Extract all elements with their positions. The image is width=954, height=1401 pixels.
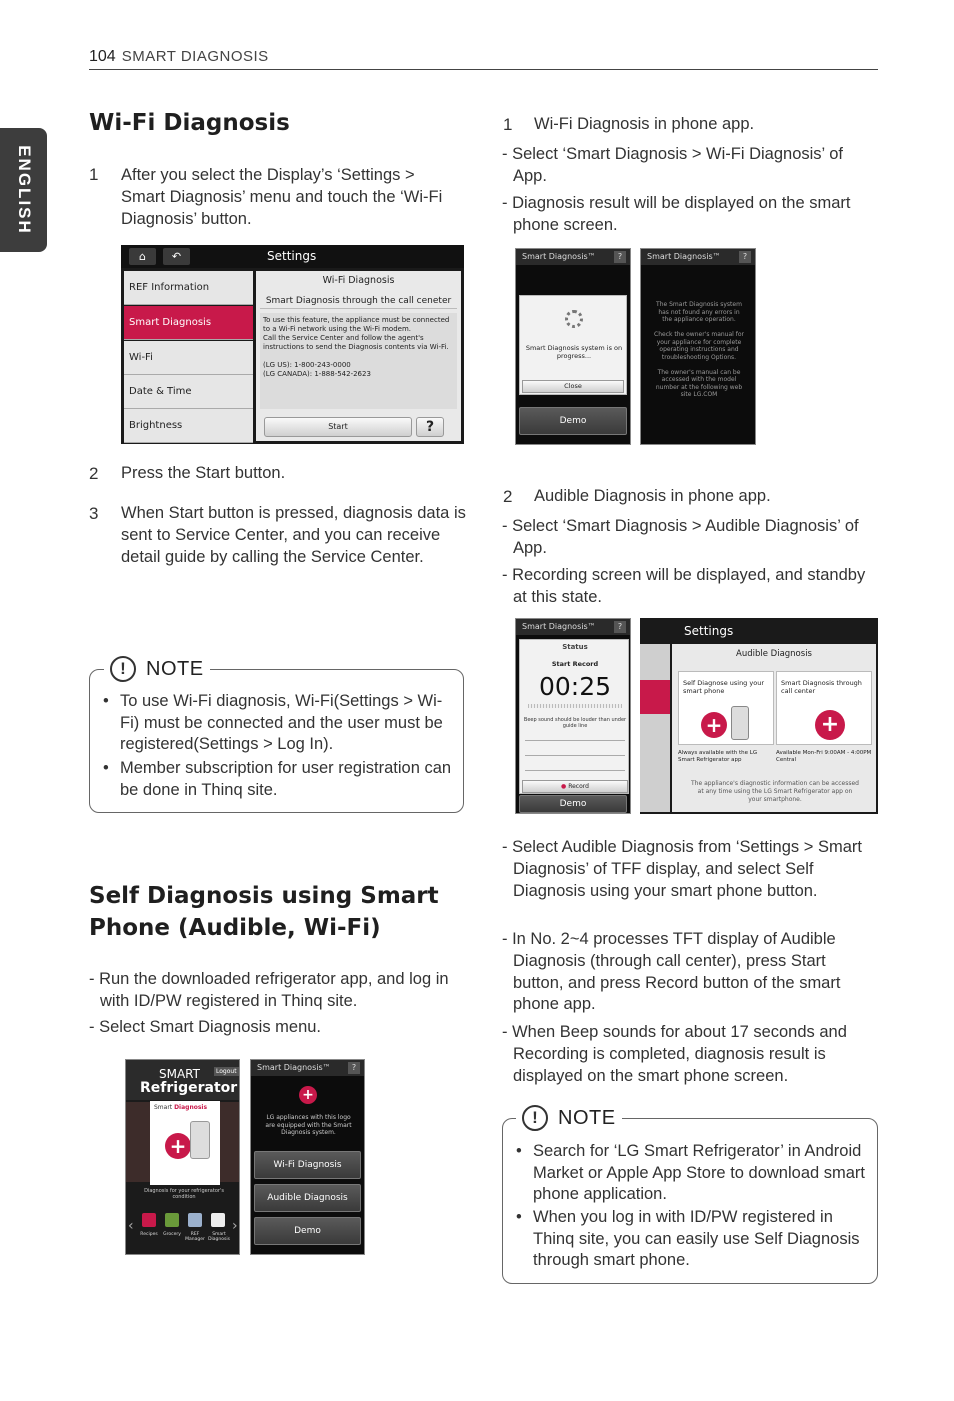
panel-footer: The appliance's diagnostic information can be accessed at any time using the LG Smart Refrigerator app on your smartphone. [691,780,859,803]
audible-panel [672,644,876,812]
step-text: When Start button is pressed, diagnosis data is sent to Service Center, and you can receive detail guide by calling the Service Center. [121,504,466,566]
smartphone-icon [190,1121,210,1159]
app-smart-label: SMART [159,1067,200,1081]
panel-title: Wi-Fi Diagnosis [322,275,395,286]
smart-diagnosis-icon[interactable] [211,1213,225,1227]
note-bullet: • To use Wi-Fi diagnosis, Wi-Fi(Settings > Wi-Fi) must be connected and the user must be registered(Settings > Log In). [102,691,452,756]
instruction-line: - Diagnosis result will be displayed on the smart phone screen. [502,194,851,234]
phone-topbar [516,619,630,635]
progress-dialog [519,295,627,395]
help-button[interactable]: ? [416,417,444,437]
phone-bar-title: Smart Diagnosis™ [522,252,596,261]
icon-label: REF Manager [185,1232,205,1242]
instruction-line: - Select Audible Diagnosis from ‘Settings > Smart Diagnosis’ of TFF display, and select Self Diagnosis using your smart phone button. [502,838,862,900]
menu-item-date-time[interactable]: Date & Time [124,375,253,409]
step-number: 1 [89,165,99,184]
phone-topbar [641,249,755,265]
call-center-option[interactable] [776,671,872,745]
step-number: 2 [503,487,513,506]
menu-item-brightness[interactable]: Brightness [124,409,253,443]
app-refrigerator-label: Refrigerator [140,1080,238,1096]
audible-record-screenshot [515,618,631,814]
instruction-line: - Recording screen will be displayed, and standby at this state. [502,566,866,606]
wifi-progress-screenshot [515,248,631,445]
screen-topbar [121,245,464,268]
progress-text: Smart Diagnosis system is on progress... [525,344,623,360]
beep-guide-text: Beep sound should be louder than under guide line [523,717,627,729]
recipes-icon[interactable] [142,1213,156,1227]
close-button[interactable]: Close [522,380,624,393]
logout-button[interactable]: Logout [216,1068,237,1075]
help-icon[interactable]: ? [348,1062,360,1074]
phone-topbar [516,249,630,265]
medical-cross-icon: + [165,1133,191,1159]
app-feature-card[interactable] [150,1101,220,1185]
app-home-screenshot [125,1059,240,1255]
step-text: After you select the Display’s ‘Settings > Smart Diagnosis’ menu and touch the ‘Wi-Fi Diagnosis’ button. [121,166,443,228]
step-text: Audible Diagnosis in phone app. [534,487,771,505]
page-number: 104 [89,48,116,65]
phone-call-icon: + [815,710,845,740]
panel-subtitle: Smart Diagnosis through the call ceneter [260,296,457,309]
phone-bar-title: Smart Diagnosis™ [647,252,721,261]
step-number: 2 [89,464,99,483]
wifi-settings-screenshot [121,245,464,444]
note-bullet: • When you log in with ID/PW registered in Thinq site, you can easily use Self Diagnosis through smart phone. [515,1207,865,1272]
menu-item-wifi[interactable]: Wi-Fi [124,341,253,375]
start-button[interactable]: Start [264,417,412,437]
phone-topbar [251,1060,364,1076]
step-text: Wi-Fi Diagnosis in phone app. [534,115,755,133]
option-title: Smart Diagnosis through call center [781,679,862,695]
smart-diagnosis-menu-screenshot [250,1059,365,1255]
record-dot-icon: ● [561,783,567,790]
menu-item-ref-information[interactable]: REF Information [124,271,253,305]
exclamation-icon: ! [110,656,136,682]
chevron-left-icon[interactable]: ‹ [128,1218,134,1234]
home-icon[interactable]: ⌂ [129,248,156,265]
audible-diagnosis-button[interactable]: Audible Diagnosis [254,1184,361,1212]
panel-title: Audible Diagnosis [736,649,812,659]
instruction-line: - Select ‘Smart Diagnosis > Audible Diagnosis’ of App. [502,517,859,557]
screen-title: Settings [684,624,734,638]
step-text: Press the Start button. [121,464,286,482]
step-number: 3 [89,504,99,523]
demo-button[interactable]: Demo [519,795,627,813]
side-menu [640,644,670,812]
instruction-line: - In No. 2~4 processes TFT display of Audible Diagnosis (through call center), press Start button, and press Record button of the smart phone app. [502,930,841,1014]
page-header [89,48,878,70]
audible-settings-screenshot [640,618,878,814]
icon-label: Smart Diagnosis [208,1232,230,1242]
tab-prefix: Smart [154,1104,173,1111]
title-line: Self Diagnosis using Smart [89,883,439,909]
exclamation-icon: ! [522,1105,548,1131]
wifi-result-screenshot [640,248,756,445]
wifi-title: Wi-Fi Diagnosis [89,110,290,136]
icon-label: Recipes [140,1232,158,1237]
timer-display: 00:25 [538,672,612,701]
section-title: SMART DIAGNOSIS [121,48,269,65]
screen-title: Settings [267,249,317,263]
note-header [104,652,210,686]
wifi-diagnosis-button[interactable]: Wi-Fi Diagnosis [254,1151,361,1179]
chevron-right-icon[interactable]: › [232,1218,238,1234]
panel-body: To use this feature, the appliance must be connected to a Wi-Fi network using the Wi-Fi modem. Call the Service Center and follow the agent's instructions to send the Diagnosis contents via Wi-Fi. (LG US): 1-800-243-0000 (LG CANADA): 1-888-542-2623 [260,313,457,409]
instruction-line: - Select ‘Smart Diagnosis > Wi-Fi Diagnosis’ of App. [502,145,843,185]
wifi-diagnosis-panel [256,271,461,441]
result-text: The Smart Diagnosis system has not found any errors in the appliance operation. Check the owner's manual for your appliance for complete operating instructions and troubleshooting Options. The owner's manual can be accessed with the model number at the following web site LG.COM [654,301,744,398]
medical-cross-icon: + [299,1086,317,1104]
app-caption: Diagnosis for your refrigerator's condition [144,1188,224,1200]
self-diagnose-option[interactable] [678,671,774,745]
demo-button[interactable]: Demo [519,407,627,435]
back-arrow-icon[interactable]: ↶ [163,248,190,265]
instruction-line: - When Beep sounds for about 17 seconds and Recording is completed, diagnosis result is displayed on the smart phone screen. [502,1023,847,1085]
title-line: Phone (Audible, Wi-Fi) [89,915,381,941]
phone-bar-title: Smart Diagnosis™ [522,622,596,631]
note-label: NOTE [558,1106,616,1129]
record-dialog [519,639,629,794]
smartphone-icon [731,706,749,740]
menu-item-selected[interactable] [640,680,670,714]
start-record-label: Start Record [551,660,599,668]
menu-intro-text: LG appliances with this logo are equipped with the Smart Diagnosis system. [265,1114,352,1136]
demo-button[interactable]: Demo [254,1217,361,1245]
note-bullet: • Search for ‘LG Smart Refrigerator’ in Android Market or Apple App Store to download smart phone application. [515,1141,865,1206]
ref-manager-icon[interactable] [188,1213,202,1227]
medical-cross-icon: + [701,712,727,738]
note-bullet: • Member subscription for user registration can be done in Thinq site. [102,758,452,801]
note-label: NOTE [146,657,204,680]
record-button[interactable] [522,780,628,793]
option-note: Available Mon-Fri 9:00AM - 4:00PM Central [776,750,872,763]
self-diagnosis-title [89,880,439,944]
option-title: Self Diagnose using your smart phone [683,679,764,695]
grocery-icon[interactable] [165,1213,179,1227]
instruction-line: - Select Smart Diagnosis menu. [89,1018,322,1036]
help-icon[interactable]: ? [739,251,751,263]
instruction-line: - Run the downloaded refrigerator app, and log in with ID/PW registered in Thinq site. [89,970,449,1010]
loading-spinner-icon [565,310,583,328]
language-label: ENGLISH [14,145,34,235]
language-tab [0,128,47,252]
help-icon[interactable]: ? [614,251,626,263]
option-note: Always available with the LG Smart Refrigerator app [678,750,758,763]
level-meter [528,704,622,708]
icon-label: Grocery [163,1232,181,1237]
step-number: 1 [503,115,513,134]
menu-item-smart-diagnosis[interactable]: Smart Diagnosis [124,306,253,340]
status-label: Status [562,643,588,651]
record-label: Record [568,783,589,790]
phone-bar-title: Smart Diagnosis™ [257,1063,331,1072]
help-icon[interactable]: ? [614,621,626,633]
note-header [516,1101,622,1135]
tab-highlight: Diagnosis [174,1104,208,1111]
